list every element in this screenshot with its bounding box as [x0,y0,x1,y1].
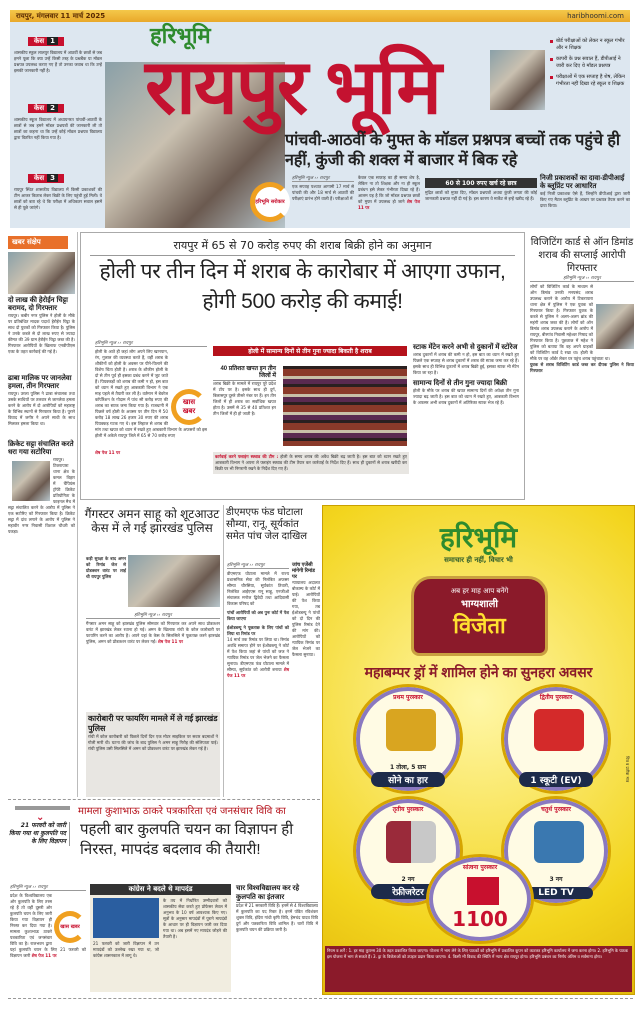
masthead-title: रायपुर भूमि [145,45,440,130]
byline: हरिभूमि न्यूज ›› रायपुर [292,175,354,182]
suspect-photo [12,461,50,501]
khas-khabar-logo: खास खबर [54,911,86,943]
winner-banner: अब हर माह आप बनेंगे भाग्यशाली विजेता [411,576,548,656]
date-bar [10,10,630,22]
news-brief-column: खबर संक्षेप दो लाख की हेरोईन चिट्टा बरामद, दो गिरफ्तार रायपुर। कबीर नगर पुलिस ने होली के मौके पर प्रतिबंधित मादक पदार्थ हेरोईन चिट्टा के साथ दो युवकों को गिरफ्तार किया है। पुलिस ने उनके कब्जे से दो लाख रुपए से ज्यादा कीमत की 39 ग्राम हेरोईन चिट्टा जब्त की है। गिरफ्तार आरोपियों के खिलाफ एनडीपीएस एक्ट के तहत कार्रवाई की गई है। ढाबा मालिक पर जानलेवा हमला, तीन गिरफ्तार रायपुर। उरला पुलिस ने ढाबा संचालक तथा उसके साथियों पर तलवार से जानलेवा हमला करने के आरोप में दो आरोपियों को महाराष्ट्र के विभिन्न स्थानों से गिरफ्तार किया है। पुराने विवाद में जगीर ने अपने साथी के साथ मिलकर हमला किया था। क्रिकेट सट्टा संचालित करते धरा गया सटोरिया रायपुर। टिकरापारा थाना क्षेत्र के कमल विहार में चैंपियंस ट्रॉफी क्रिकेट प्रतियोगिता के फाइनल मैच में सट्टा संचालित करने के आरोप में पुलिस ने एक सटोरिए को गिरफ्तार किया है। क्रिकेट सट्टा में दांव लगाने के आरोप में पुलिस ने महावीर नगर निवासी विशाल चौधरी को पकड़ा। [8,238,75,534]
university-sign-photo [93,898,159,938]
red-banner: होली में सामान्य दिनों से तीन गुना ज्यादा बिकती है शराब [213,346,407,356]
prize-4: चतुर्थ पुरस्कार 3 नग LED TV [501,796,611,906]
main-kicker: रायपुर में 65 से 70 करोड़ रुपए की शराब बिक्री होने का अनुमान [90,238,515,256]
shop-photo [490,50,545,110]
header-bullets: बोर्ड परीक्षाओं को लेकर न स्कूल गंभीर और न शिक्षक कापरी के प्रश्न सवाल हैं, डीपीआई ने जारी कर दिए थे मॉडल प्रश्नपत्र परीक्षाओं में एक सप्ताह है शेष, लेकिन गंभीरता नहीं दिखा रहे स्कूल व शिक्षक [550,38,628,92]
gangster-headline: गैंगस्टर अमन साहू को शूटआउट केस में ले गई झारखंड पुलिस [84,507,220,535]
jail-photo [128,555,220,607]
university-kicker: मामला कुशाभाऊ ठाकरे पत्रकारिता एवं जनसंचार विवि का [78,806,286,817]
continued-link[interactable]: शेष पेज 11 पर [95,450,121,455]
case-2: केस 2 शासकीय स्कूल विद्यालय में अध्ययनरत पांचवीं-आठवीं के छात्रों से जब हमने मॉडल प्रश्नपत्रों की जानकारी ली तो छात्रों का कहना था कि उन्हें कोई मॉडल प्रश्नपत्र विद्यालय द्वारा वितरित नहीं किया गया है। [14,104,102,140]
visiting-card-story: विजिटिंग कार्ड से ऑन डिमांड शराब की सप्लाई आरोपी गिरफ्तार हरिभूमि न्यूज ›› रायपुर लोगों को विजिटिंग कार्ड के माध्यम से ऑन डिमांड उनकी मनपसंद शराब उपलब्ध कराने के आरोप में टिकरापारा थाना क्षेत्र में पुलिस ने एक युवक को गिरफ्तार किया है। गिरफ्तार युवक के कब्जे से पुलिस ने अलग-अलग ब्रांड की महंगी शराब जब्त की है। लोगों को ऑन डिमांड शराब उपलब्ध कराने के आरोप में रायपुर, बीरगांव निवासी महेश्वर निषाद को गिरफ्तार किया है। पूछताछ में महेश ने पुलिस को बताया कि वह अपने ग्राहकों को विजिटिंग कार्ड दे रखा था। होली के मौके पर वह ऑर्डर लेकर घर पहुंच शराब पहुंचाता था। युवक से शराब विजिटिंग कार्ड जब्त कर दीपक पुलिस ने किया गिरफ्तार [530,237,634,373]
case-1: केस 1 शासकीय स्कूल लालपुर विद्यालय में आठवीं के छात्रों से जब हमने पूछा कि क्या उन्हें किसी तरह के प्रश्नबैंक या मॉडल प्रश्नपत्र उपलब्ध कराए गए हैं तो उनका जवाब था कि उन्हें इसकी जानकारी नहीं है। [14,37,103,73]
case-3: केस 3 रायपुर स्थित शासकीय विद्यालय में किसी प्रकाशकों की टीम आकर किताब लेकर बिक्री के लिए पहुंची हुई मिली। वे छात्रों को बता रहे थे कि परीक्षा में अधिकतर सवाल इसमें से ही पूछे जाएंगे। [14,174,102,210]
khas-khabar-logo: खास खबर [171,389,207,425]
brand-logo: हरिभूमि [150,23,211,48]
ad-terms: नियम व शर्तें : 1. हर माह कूपन्स 30 के तहत प्रकाशित किया जाएगा। योजना में भाग लेने के लिए पाठकों को हरिभूमि में प्रकाशित कूपन को काटकर हरिभूमि कार्यालय में जमा करना होगा। 2. हरिभूमि के पाठक इस योजना में भाग ले सकते हैं। 3. ड्रा के विजेताओं को उपहार प्रदान किया जाएगा। 4. किसी भी विवाद की स्थिति में न्याय क्षेत्र रायपुर होगा। हरिभूमि प्रबंधन का निर्णय अंतिम व सर्वमान्य होगा। [325,946,632,992]
edition-date: रायपुर, मंगलवार 11 मार्च 2025 [16,12,106,20]
consolation-prize: सांत्वना पुरस्कार 1100 [426,854,534,944]
header-headline: पांचवी-आठवीं के मुफ्त के मॉडल प्रश्नपत्र बच्चों तक पहुंचे ही नहीं, कुंजी की शक्ल में बाजार में बिक रहे [285,132,621,169]
accused-photo [596,304,634,349]
website-link[interactable]: haribhoomi.com [567,12,624,20]
lucky-draw-ad[interactable]: हरिभूमि समाचार ही नहीं, विचार भी अब हर माह आप बनेंगे भाग्यशाली विजेता महाबम्पर ड्रॉ में शामिल होने का सुनहरा अवसर प्रथम पुरस्कार 1 तोला, 5 ग्राम सोने का हार द्वितीय पुरस्कार 1 स्कूटी (EV) तृतीय पुरस्कार 2 नग रेफ्रीजरेटर चतुर्थ पुरस्कार 3 नग LED TV सांत्वना पुरस्कार 1100 चित्र व प्रतीक मात्र नियम व शर्तें : 1. हर माह कूपन्स 30 के तहत प्रकाशित किया जाएगा। योजना में भाग लेने के लिए पाठकों को हरिभूमि में प्रकाशित कूपन को काटकर हरिभूमि कार्यालय में जमा करना होगा। 2. हरिभूमि के पाठक इस योजना में भाग ले सकते हैं। 3. ड्रा के विजेताओं को उपहार प्रदान किया जाएगा। 4. किसी भी विवाद की स्थिति में न्याय क्षेत्र रायपुर होगा। हरिभूमि प्रबंधन का निर्णय अंतिम व सर्वमान्य होगा। [322,505,635,995]
prize-3: तृतीय पुरस्कार 2 नग रेफ्रीजरेटर [353,796,463,906]
liquor-shelf-photo [283,366,407,446]
prize-1: प्रथम पुरस्कार 1 तोला, 5 ग्राम सोने का हार [353,684,463,794]
sarokar-logo: हरिभूमि सरोकार [250,182,290,222]
chevron-down-icon: ⌄ [36,812,45,823]
arrest-photo [8,252,75,294]
congress-box: कांग्रेस ने बदले थे मापदंड 21 फरवरी को जारी विज्ञापन में उन मापदंडों को उल्लेख रखा गया था, जो कांग्रेस शासनकाल में लागू थे। के तय में निर्धारित उम्मीदवारों को शासकीय सेवा करते हुए प्रोफेसर लेवल में अनुभव के 10 वर्ष आवश्यक किए गए। सूत्रों के अनुसार मापदंडों में पुराने मापदंडों के आधार पर ही विज्ञापन जारी कर दिया गया था। अब इसमें नए मापदंड जोड़ने की तैयारी है। [90,884,231,992]
continued-link[interactable]: शेष पेज 11 पर [358,199,420,210]
main-headline: होली पर तीन दिन में शराब के कारोबार में आएगा उफान, होगी 500 करोड़ की कमाई! [99,260,506,313]
university-headline: पहली बार कुलपति चयन का विज्ञापन ही निरस्त, मापदंड बदलाव की तैयारी! [80,821,294,858]
prize-2: द्वितीय पुरस्कार 1 स्कूटी (EV) [501,684,611,794]
dmf-headline: डीएमएफ फंड घोटाला सौम्या, रानू, सूर्यकांत समेत पांच जेल दाखिल [226,507,308,542]
